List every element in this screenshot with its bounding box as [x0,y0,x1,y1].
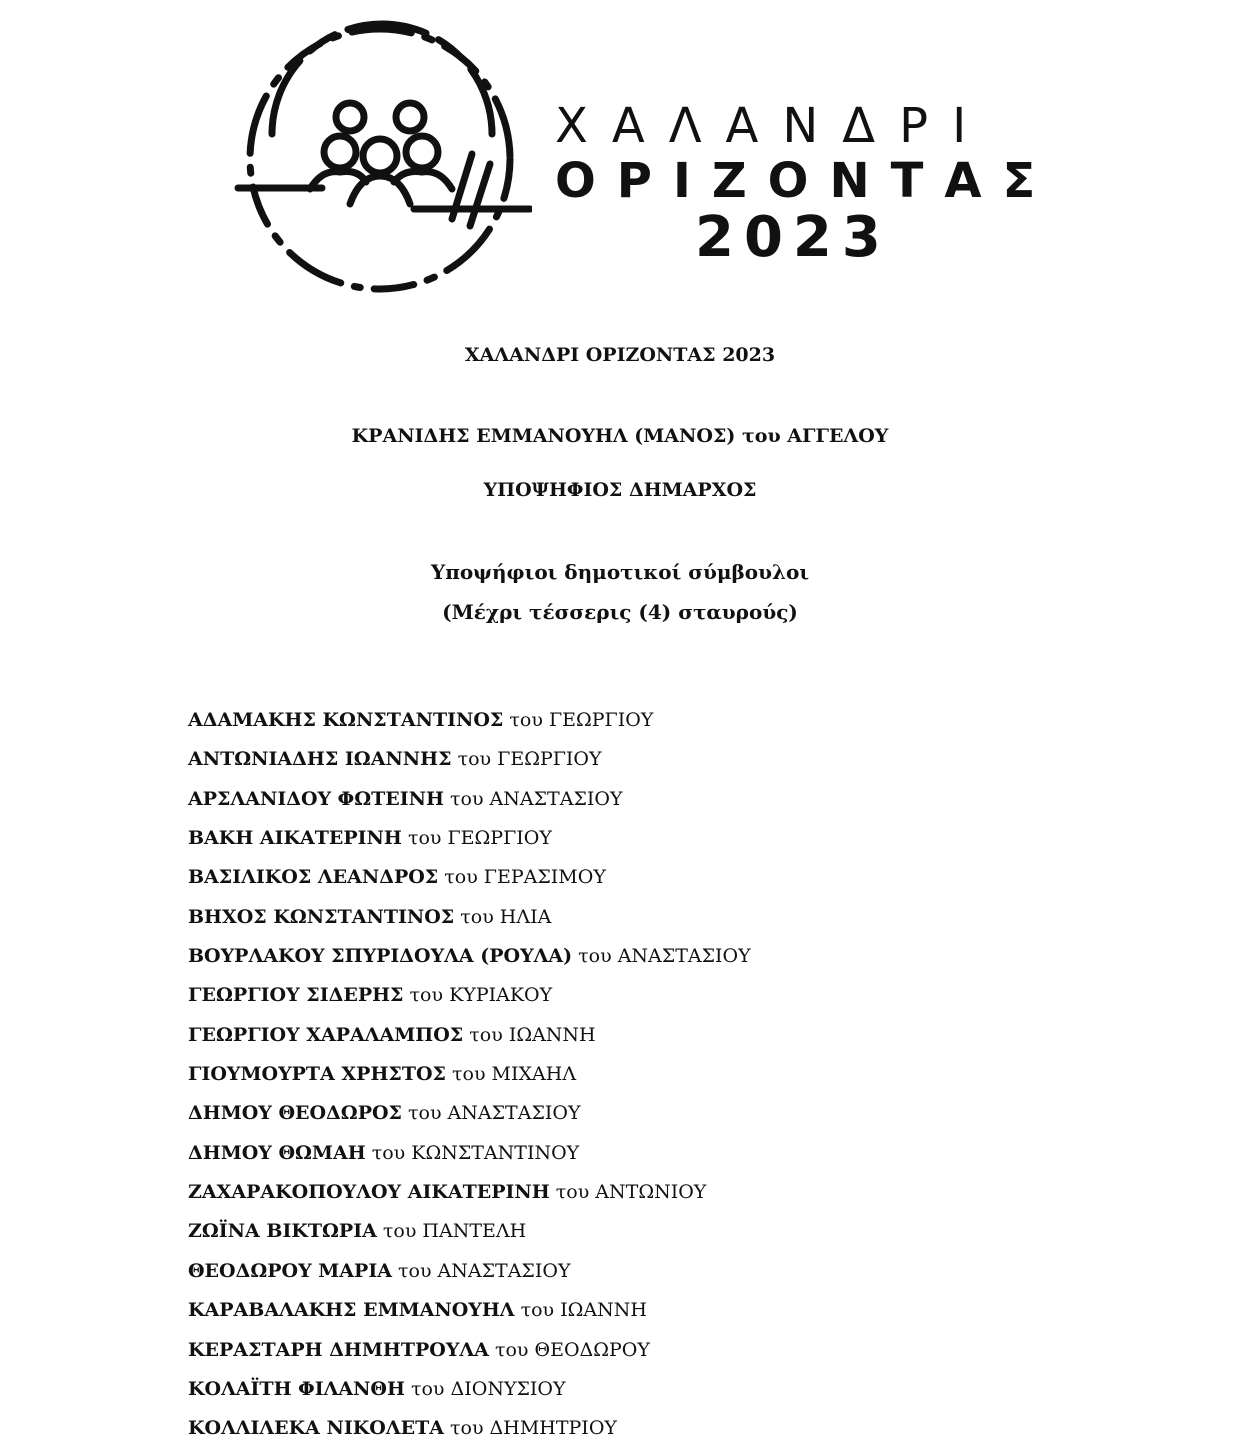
candidate-parent: του ΚΩΝΣΤΑΝΤΙΝΟΥ [371,1141,580,1164]
list-item [188,1099,751,1138]
candidate-parent: του ΜΙΧΑΗΛ [452,1063,577,1086]
list-item [188,1217,751,1256]
list-item [188,785,751,824]
list-item [188,903,751,942]
candidate-name: ΔΗΜΟΥ ΘΩΜΑΗ [188,1141,366,1164]
candidate-parent: του ΑΝΑΣΤΑΣΙΟΥ [398,1259,571,1282]
logo-line-1: ΧΑΛΑΝΔΡΙ [555,98,991,154]
list-item [188,1336,751,1375]
candidate-parent: του ΠΑΝΤΕΛΗ [382,1220,527,1243]
candidate-name: ΖΑΧΑΡΑΚΟΠΟΥΛΟΥ ΑΙΚΑΤΕΡΙΝΗ [188,1181,550,1204]
council-title: Υποψήφιοι δημοτικοί σύμβουλοι [430,560,810,584]
candidate-name: ΒΟΥΡΛΑΚΟΥ ΣΠΥΡΙΔΟΥΛΑ (ΡΟΥΛΑ) [188,945,573,968]
logo-year: 2023 [695,205,891,270]
candidate-parent: του ΑΝΑΣΤΑΣΙΟΥ [450,787,623,810]
list-item [188,1060,751,1099]
candidate-name: ΑΡΣΛΑΝΙΔΟΥ ΦΩΤΕΙΝΗ [188,787,444,810]
mayor-name: ΚΡΑΝΙΔΗΣ ΕΜΜΑΝΟΥΗΛ (ΜΑΝΟΣ) του ΑΓΓΕΛΟΥ [351,425,889,447]
party-name: ΧΑΛΑΝΔΡΙ ΟΡΙΖΟΝΤΑΣ 2023 [464,344,776,366]
list-item [188,745,751,784]
candidate-name: ΑΝΤΩΝΙΑΔΗΣ ΙΩΑΝΝΗΣ [188,748,452,771]
candidate-name: ΒΑΣΙΛΙΚΟΣ ΛΕΑΝΔΡΟΣ [188,866,439,889]
candidate-list [188,706,751,1454]
list-item [188,1296,751,1335]
candidate-parent: του ΓΕΩΡΓΙΟΥ [457,748,602,771]
candidate-name: ΚΟΛΑΪΤΗ ΦΙΛΑΝΘΗ [188,1377,405,1400]
candidate-name: ΖΩΪΝΑ ΒΙΚΤΩΡΙΑ [188,1220,377,1243]
candidate-parent: του ΓΕΡΑΣΙΜΟΥ [444,866,606,889]
council-note: (Μέχρι τέσσερις (4) σταυρούς) [442,600,798,624]
list-item [188,706,751,745]
list-item [188,1375,751,1414]
candidate-parent: του ΑΝΑΣΤΑΣΙΟΥ [578,945,751,968]
list-item [188,1021,751,1060]
logo-wordmark [555,98,1057,270]
list-item [188,1414,751,1453]
candidate-parent: του ΗΛΙΑ [460,905,552,928]
list-item [188,942,751,981]
logo-line-2: ΟΡΙΖΟΝΤΑΣ [555,153,1057,209]
candidate-parent: του ΔΙΟΝΥΣΙΟΥ [410,1377,566,1400]
candidate-name: ΔΗΜΟΥ ΘΕΟΔΩΡΟΣ [188,1102,402,1125]
candidate-name: ΑΔΑΜΑΚΗΣ ΚΩΝΣΤΑΝΤΙΝΟΣ [188,709,504,731]
candidate-name: ΚΑΡΑΒΑΛΑΚΗΣ ΕΜΜΑΝΟΥΗΛ [188,1299,515,1322]
candidate-name: ΚΕΡΑΣΤΑΡΗ ΔΗΜΗΤΡΟΥΛΑ [188,1338,489,1361]
candidate-parent: του ΔΗΜΗΤΡΙΟΥ [450,1417,617,1440]
candidate-parent: του ΑΝΑΣΤΑΣΙΟΥ [408,1102,581,1125]
list-item [188,863,751,902]
candidate-name: ΓΙΟΥΜΟΥΡΤΑ ΧΡΗΣΤΟΣ [188,1063,446,1086]
mayor-role: ΥΠΟΨΗΦΙΟΣ ΔΗΜΑΡΧΟΣ [483,479,757,501]
list-item [188,824,751,863]
list-item [188,1178,751,1217]
people-horizon-logo-icon [232,14,532,296]
list-item [188,1139,751,1178]
candidate-name: ΒΑΚΗ ΑΙΚΑΤΕΡΙΝΗ [188,827,402,850]
candidate-parent: του ΓΕΩΡΓΙΟΥ [509,709,654,731]
candidate-name: ΚΟΛΛΙΛΕΚΑ ΝΙΚΟΛΕΤΑ [188,1417,444,1440]
candidate-parent: του ΓΕΩΡΓΙΟΥ [407,827,552,850]
candidate-parent: του ΚΥΡΙΑΚΟΥ [409,984,553,1007]
candidate-parent: του ΑΝΤΩΝΙΟΥ [555,1181,707,1204]
candidate-name: ΓΕΩΡΓΙΟΥ ΧΑΡΑΛΑΜΠΟΣ [188,1023,464,1046]
list-item [188,981,751,1020]
candidate-name: ΒΗΧΟΣ ΚΩΝΣΤΑΝΤΙΝΟΣ [188,905,455,928]
list-item [188,1257,751,1296]
candidate-parent: του ΘΕΟΔΩΡΟΥ [494,1338,650,1361]
candidate-name: ΓΕΩΡΓΙΟΥ ΣΙΔΕΡΗΣ [188,984,404,1007]
candidate-parent: του ΙΩΑΝΝΗ [469,1023,596,1046]
candidate-parent: του ΙΩΑΝΝΗ [520,1299,647,1322]
candidate-name: ΘΕΟΔΩΡΟΥ ΜΑΡΙΑ [188,1259,392,1282]
